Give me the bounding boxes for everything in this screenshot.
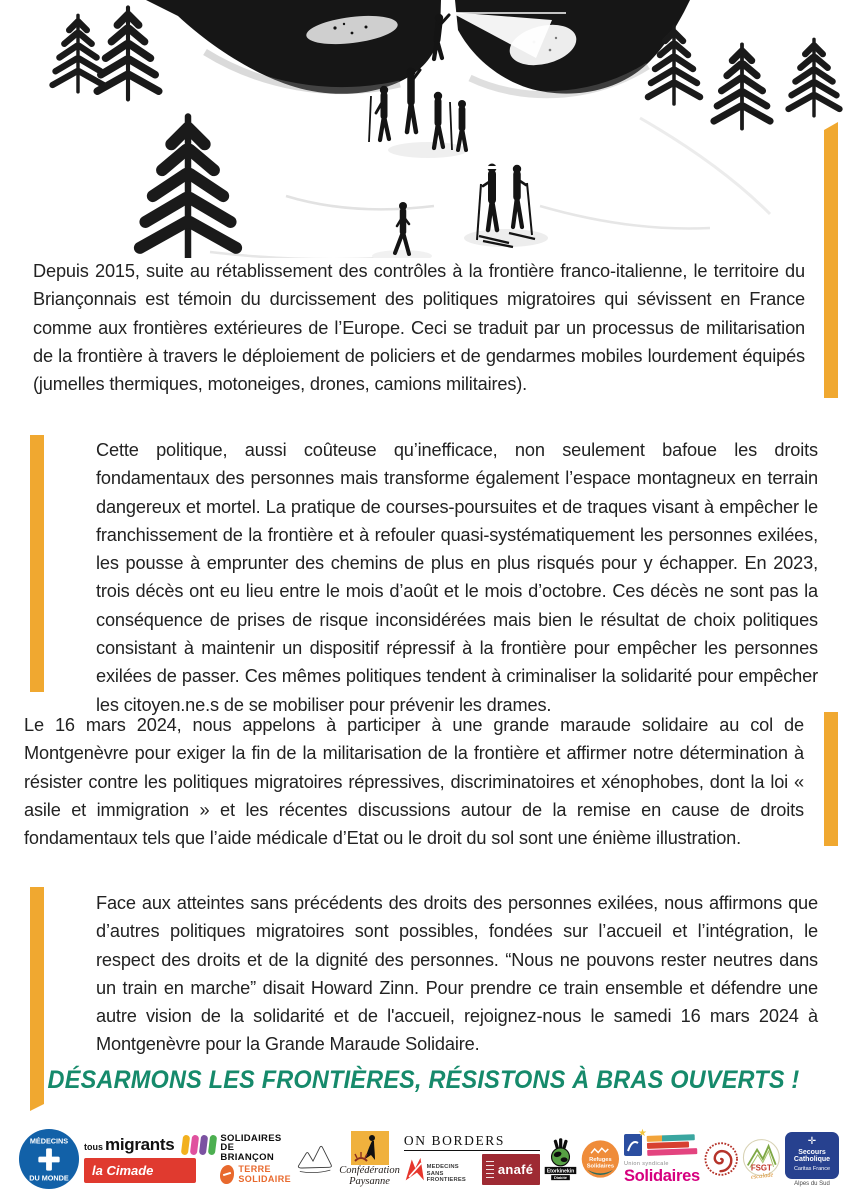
msf-figure-icon xyxy=(404,1156,425,1183)
terre-solidaire-person-icon xyxy=(220,1165,234,1184)
la-cimade-logo: la Cimade xyxy=(84,1158,196,1183)
svg-text:escalade: escalade xyxy=(750,1171,774,1181)
svg-text:Solidaires: Solidaires xyxy=(586,1163,615,1170)
peasant-sun-icon xyxy=(351,1131,389,1165)
paragraph-context: Depuis 2015, suite au rétablissement des contrôles à la frontière franco-italienne, le territoire du Briançonnais est témoin du durcissement des politiques migratoires qui sévissent en France comme aux frontières extérieures de l’Europe. Ceci se traduit par un processus de militarisation de la frontière à travers le déploiement de policiers et de gendarmes mobiles lourdement équipés (jumelles thermiques, motoneiges, drones, camions militaires). xyxy=(33,261,805,395)
migrants-cimade-logos xyxy=(84,1135,216,1183)
mountain-sketch-logo xyxy=(295,1135,335,1183)
refuges-solidaires-logo xyxy=(581,1132,620,1186)
mountain-pass xyxy=(146,0,690,95)
fir-trees xyxy=(53,7,840,258)
svg-text:MÉDECINS: MÉDECINS xyxy=(29,1136,69,1146)
anafe-smalltext-icon xyxy=(486,1161,494,1178)
star-icon: ★ xyxy=(637,1128,647,1139)
paragraph-vision: Face aux atteintes sans précédents des droits des personnes exilées, nous affirmons que d’autres politiques migratoires sont possibles, fondées sur l’accueil et l’intégration, le respect des droits et de la dignité des personnes. “Nous ne pouvons rester neutres dans un train en marche” disait Howard Zinn. Pour prendre ce train ensemble et défendre une autre vision de la solidarité et de l'accueil, rejoignez-nous le samedi 16 mars 2024 à Montgenèvre pour la Grande Maraude Solidaire. xyxy=(96,893,818,1055)
accent-bar-left-1 xyxy=(30,435,44,692)
medecins-sans-frontieres-logo: MEDECINS SANS FRONTIERES xyxy=(404,1156,477,1183)
mrap-logo xyxy=(624,1128,647,1156)
svg-text:Diakité: Diakité xyxy=(554,1175,568,1181)
slogan: DÉSARMONS LES FRONTIÈRES, RÉSISTONS À BRAS OUVERTS ! xyxy=(47,1066,800,1094)
svg-text:Refuges: Refuges xyxy=(589,1157,612,1164)
paragraph-policy-consequences: Cette politique, aussi coûteuse qu’inefficace, non seulement bafoue les droits fondamentaux des personnes mais transforme également l’espace montagneux en terrain dangereux et mortel. La pratique de courses-poursuites et de traques visant à empêcher le franchissement de la frontière et à refouler quasi-systématiquement les personnes exilées, les pousse à emprunter des chemins de plus en plus risqués pour y échapper. En 2023, trois décès ont eu lieu entre le mois d’août et le mois d’octobre. Ces décès ne sont pas la conséquence de prises de risque inconsidérées mais bien le résultat de choix politiques consistant à maintenir un dispositif répressif à la frontière pour empêcher les personnes exilées de passer. Ces mêmes politiques tendent à criminaliser la solidarité pour empêcher les citoyen.ne.s de se mobiliser pour prévenir les drames. xyxy=(96,440,818,715)
accent-bar-right-2 xyxy=(824,712,838,846)
mountain-illustration xyxy=(0,0,847,258)
hand-globe-icon xyxy=(552,1138,570,1166)
slogan-banners-icon xyxy=(647,1134,698,1156)
secours-catholique-logo: ✛ Secours Catholique Caritas France Alpes du Sud xyxy=(785,1132,839,1187)
spiral-emblem-logo xyxy=(704,1135,738,1183)
onborders-msf-anafe-logos xyxy=(404,1133,540,1185)
paragraph-call-to-action: Le 16 mars 2024, nous appelons à participer à une grande maraude solidaire au col de Montgenèvre pour exiger la fin de la militarisation de la frontière et affirmer notre détermination à résister contre les politiques migratoires répressives, discriminatoires et xénophobes, dont la loi « asile et immigration » et les récentes discussions autour de la remise en cause de droits fondamentaux tels que l’aide médicale d’Etat ou le droit du sol sont une énième illustration. xyxy=(24,715,804,849)
partner-logos-row xyxy=(18,1120,839,1198)
ccfd-terre-solidaire-logo: TERRE SOLIDAIRE xyxy=(220,1165,291,1184)
briancon-terre-logos xyxy=(220,1134,291,1185)
medecins-du-monde-logo xyxy=(18,1128,80,1190)
mrap-solidaires-logos xyxy=(623,1128,700,1185)
flashlight-hiker xyxy=(434,14,449,59)
accent-bar-right-top xyxy=(824,122,838,398)
migrants-figures-icon xyxy=(182,1135,216,1155)
solidaires-de-briancon-logo: SOLIDAIRES DE BRIANÇON xyxy=(220,1132,282,1163)
green-mountain-icon xyxy=(748,1146,776,1165)
etorkinekin-diakite-logo xyxy=(544,1129,577,1189)
fsgt-escalade-logo xyxy=(742,1130,781,1188)
on-borders-logo: ON BORDERS xyxy=(404,1133,540,1151)
union-syndicale-solidaires-logo: Union syndicale Solidaires xyxy=(623,1161,700,1185)
tous-migrants-logo: tous migrants xyxy=(84,1135,216,1155)
anafe-logo: anafé xyxy=(482,1154,540,1185)
caritas-cross-icon: ✛ xyxy=(807,1135,817,1147)
svg-text:DU MONDE: DU MONDE xyxy=(29,1173,69,1183)
svg-text:Etorkinekin: Etorkinekin xyxy=(547,1168,575,1175)
svg-text:FSGT: FSGT xyxy=(751,1163,773,1173)
confederation-paysanne-logo: Confédération Paysanne xyxy=(339,1131,400,1187)
